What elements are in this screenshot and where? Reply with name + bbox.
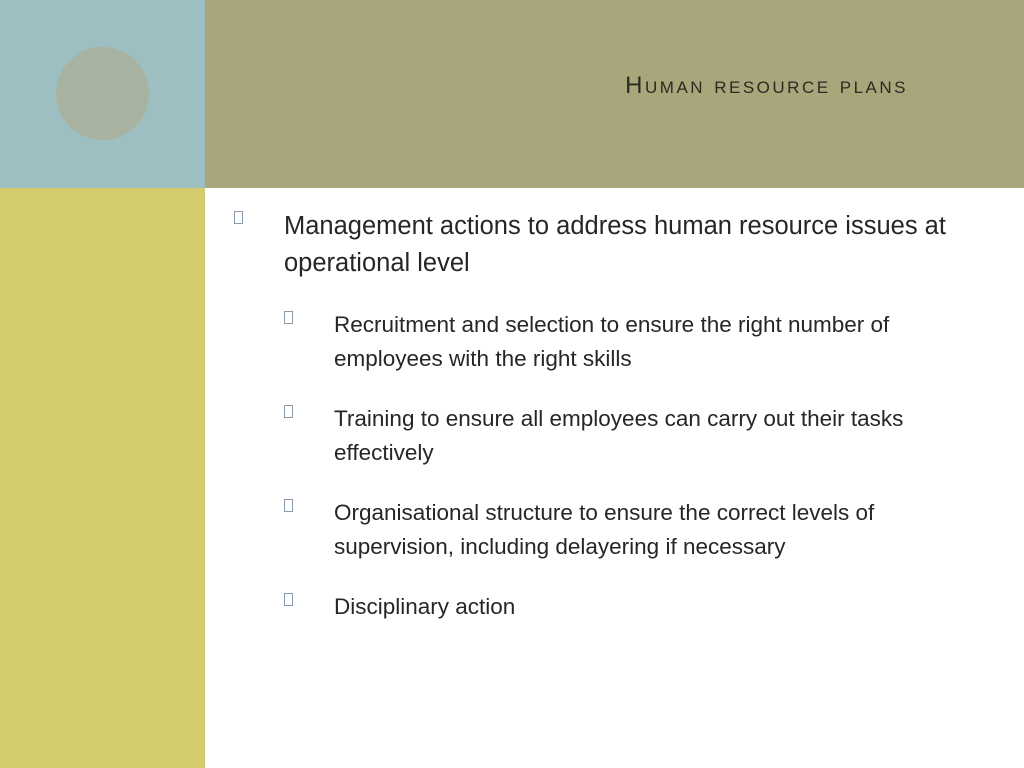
square-bullet-icon [234, 211, 243, 224]
sub-bullet-item [230, 402, 1000, 470]
square-bullet-icon [284, 499, 293, 512]
bullet-item [230, 208, 1000, 282]
slide-title: Human resource plans [625, 72, 908, 99]
square-bullet-icon [284, 311, 293, 324]
sub-bullet-text: Recruitment and selection to ensure the right number of employees with the right skills [334, 312, 890, 371]
sub-bullet-item [230, 308, 1000, 376]
bullet-text: Management actions to address human resource issues at operational level [284, 212, 946, 277]
sub-bullet-text: Training to ensure all employees can carry out their tasks effectively [334, 406, 904, 465]
sub-bullet-text: Organisational structure to ensure the correct levels of supervision, including delayering if necessary [334, 500, 875, 559]
square-bullet-icon [284, 405, 293, 418]
square-bullet-icon [284, 593, 293, 606]
slide-body [230, 208, 1000, 650]
sub-bullet-item [230, 590, 1000, 624]
corner-block [0, 0, 205, 188]
side-bar [0, 188, 205, 768]
sub-bullet-item [230, 496, 1000, 564]
sub-bullet-text: Disciplinary action [334, 594, 516, 619]
decorative-circle [56, 47, 149, 140]
